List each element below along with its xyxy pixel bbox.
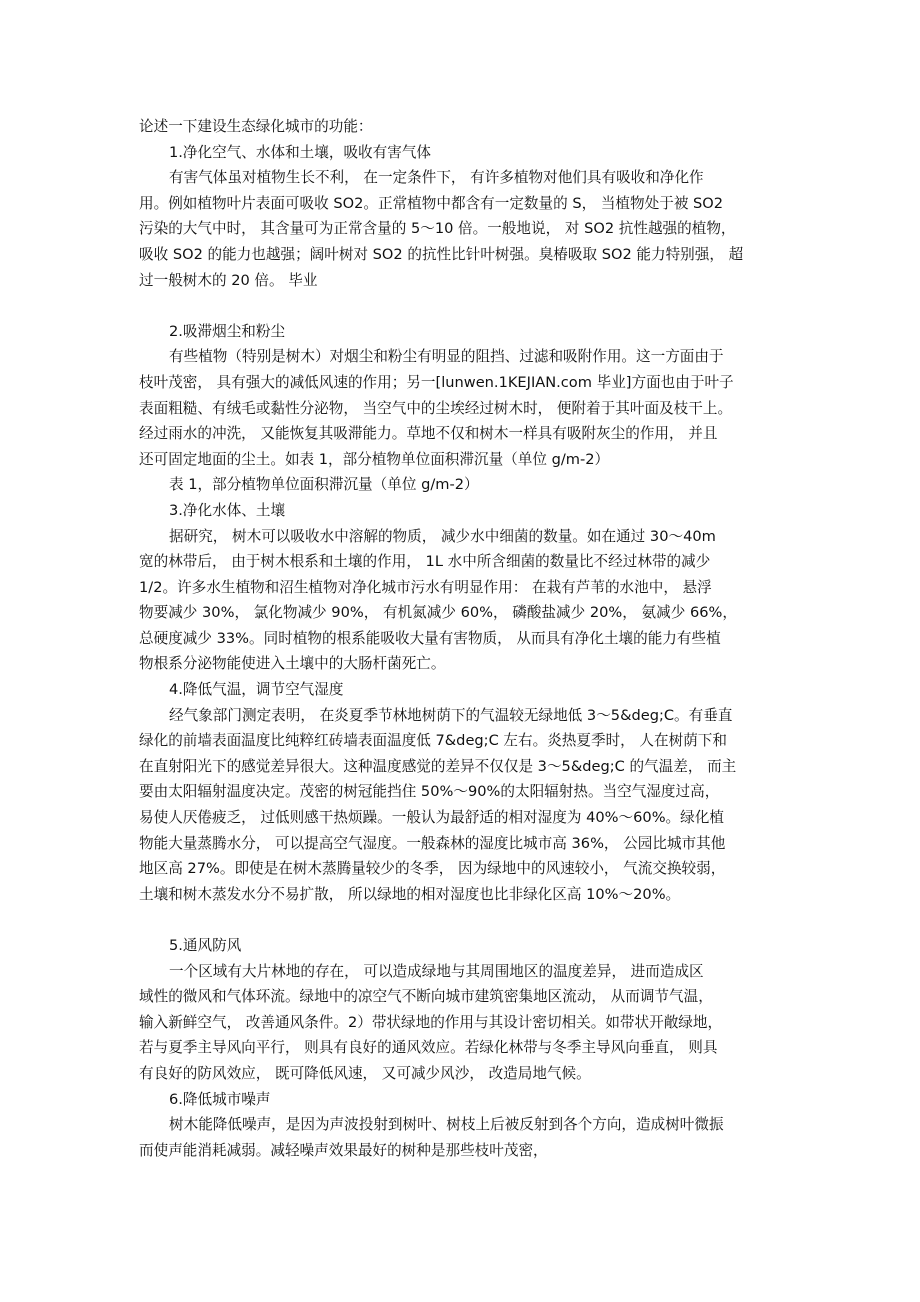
paragraph-line: 土壤和树木蒸发水分不易扩散， 所以绿地的相对湿度也比非绿化区高 10%～20%。 [139, 885, 681, 903]
paragraph-line: 表面粗糙、有绒毛或黏性分泌物， 当空气中的尘埃经过树木时， 便附着于其叶面及枝干上。 [139, 399, 733, 417]
section-1-heading: 1.净化空气、水体和土壤，吸收有害气体 [169, 143, 432, 161]
paragraph-line: 经气象部门测定表明， 在炎夏季节林地树荫下的气温较无绿地低 3～5&deg;C。有垂直 [169, 706, 733, 724]
paragraph-line: 树木能降低噪声，是因为声波投射到树叶、树枝上后被反射到各个方向，造成树叶微振 [169, 1116, 724, 1134]
paragraph-line: 地区高 27%。即使是在树木蒸腾量较少的冬季， 因为绿地中的风速较小， 气流交换较弱， [139, 860, 726, 878]
paragraph-line: 物要减少 30%， 氯化物减少 90%， 有机氮减少 60%， 磷酸盐减少 20%， 氨减少 66%， [139, 604, 737, 622]
paragraph-line: 输入新鲜空气， 改善通风条件。2）带状绿地的作用与其设计密切相关。如带状开敞绿地， [139, 1013, 723, 1031]
paragraph-line: 物能大量蒸腾水分， 可以提高空气湿度。一般森林的湿度比城市高 36%， 公园比城市其他 [139, 834, 726, 852]
paragraph-line: 若与夏季主导风向平行， 则具有良好的通风效应。若绿化林带与冬季主导风向垂直， 则具 [139, 1039, 718, 1057]
paragraph-line: 总硬度减少 33%。同时植物的根系能吸收大量有害物质， 从而具有净化土壤的能力有些植 [139, 629, 721, 647]
paragraph-line: 一个区域有大片林地的存在， 可以造成绿地与其周围地区的温度差异， 进而造成区 [169, 962, 704, 980]
section-2-heading: 2.吸滞烟尘和粉尘 [169, 322, 286, 340]
paragraph-line: 在直射阳光下的感觉差异很大。这种温度感觉的差异不仅仅是 3～5&deg;C 的气温差， 而主 [139, 757, 737, 775]
paragraph-line: 还可固定地面的尘土。如表 1，部分植物单位面积滞沉量（单位 g/m-2） [139, 450, 610, 468]
section-3-heading: 3.净化水体、土壤 [169, 501, 286, 519]
paragraph-line: 要由太阳辐射温度决定。茂密的树冠能挡住 50%～90%的太阳辐射热。当空气湿度过高， [139, 783, 720, 801]
intro-line: 论述一下建设生态绿化城市的功能： [139, 118, 373, 135]
section-6-heading: 6.降低城市噪声 [169, 1090, 271, 1108]
paragraph-line: 吸收 SO2 的能力也越强；阔叶树对 SO2 的抗性比针叶树强。臭椿吸取 SO2 能力特别强， 超 [139, 245, 744, 263]
section-5-heading: 5.通风防风 [169, 937, 242, 954]
paragraph-line: 有害气体虽对植物生长不利， 在一定条件下， 有许多植物对他们具有吸收和净化作 [169, 169, 704, 187]
paragraph-line: 用。例如植物叶片表面可吸收 SO2。正常植物中都含有一定数量的 S， 当植物处于被 SO2 [139, 194, 724, 212]
paragraph-line: 有良好的防风效应， 既可降低风速， 又可减少风沙， 改造局地气候。 [139, 1064, 591, 1082]
paragraph-line: 绿化的前墙表面温度比纯粹红砖墙表面温度低 7&deg;C 左右。炎热夏季时， 人在树荫下和 [139, 732, 727, 750]
paragraph-line: 易使人厌倦疲乏， 过低则感干热烦躁。一般认为最舒适的相对湿度为 40%～60%。绿化植 [139, 809, 724, 827]
paragraph-line: 过一般树木的 20 倍。 毕业 [139, 271, 318, 289]
paragraph-line: 污染的大气中时， 其含量可为正常含量的 5～10 倍。一般地说， 对 SO2 抗性越强的植物， [139, 220, 736, 238]
paragraph-line: 1/2。许多水生植物和沼生植物对净化城市污水有明显作用： 在栽有芦苇的水池中， 悬浮 [139, 578, 712, 596]
table-caption: 表 1，部分植物单位面积滞沉量（单位 g/m-2） [169, 476, 479, 494]
paragraph-line: 物根系分泌物能使进入土壤中的大肠杆菌死亡。 [139, 655, 446, 673]
paragraph-line: 枝叶茂密， 具有强大的减低风速的作用；另一[lunwen.1KEJIAN.com 毕业]方面也由于叶子 [139, 373, 734, 391]
paragraph-line: 有些植物（特别是树木）对烟尘和粉尘有明显的阻挡、过滤和吸附作用。这一方面由于 [169, 348, 724, 366]
paragraph-line: 域性的微风和气体环流。绿地中的凉空气不断向城市建筑密集地区流动， 从而调节气温， [139, 988, 713, 1006]
blank-line [139, 907, 787, 933]
section-4-heading: 4.降低气温，调节空气湿度 [169, 681, 344, 699]
blank-line [139, 293, 787, 319]
document-page [139, 114, 787, 1163]
paragraph-line: 宽的林带后， 由于树木根系和土壤的作用， 1L 水中所含细菌的数量比不经过林带的减少 [139, 553, 711, 571]
paragraph-line: 据研究， 树木可以吸收水中溶解的物质， 减少水中细菌的数量。如在通过 30～40m [169, 527, 716, 545]
paragraph-line: 经过雨水的冲洗， 又能恢复其吸滞能力。草地不仅和树木一样具有吸附灰尘的作用， 并且 [139, 425, 718, 443]
paragraph-line: 而使声能消耗减弱。减轻噪声效果最好的树种是那些枝叶茂密， [139, 1141, 548, 1159]
